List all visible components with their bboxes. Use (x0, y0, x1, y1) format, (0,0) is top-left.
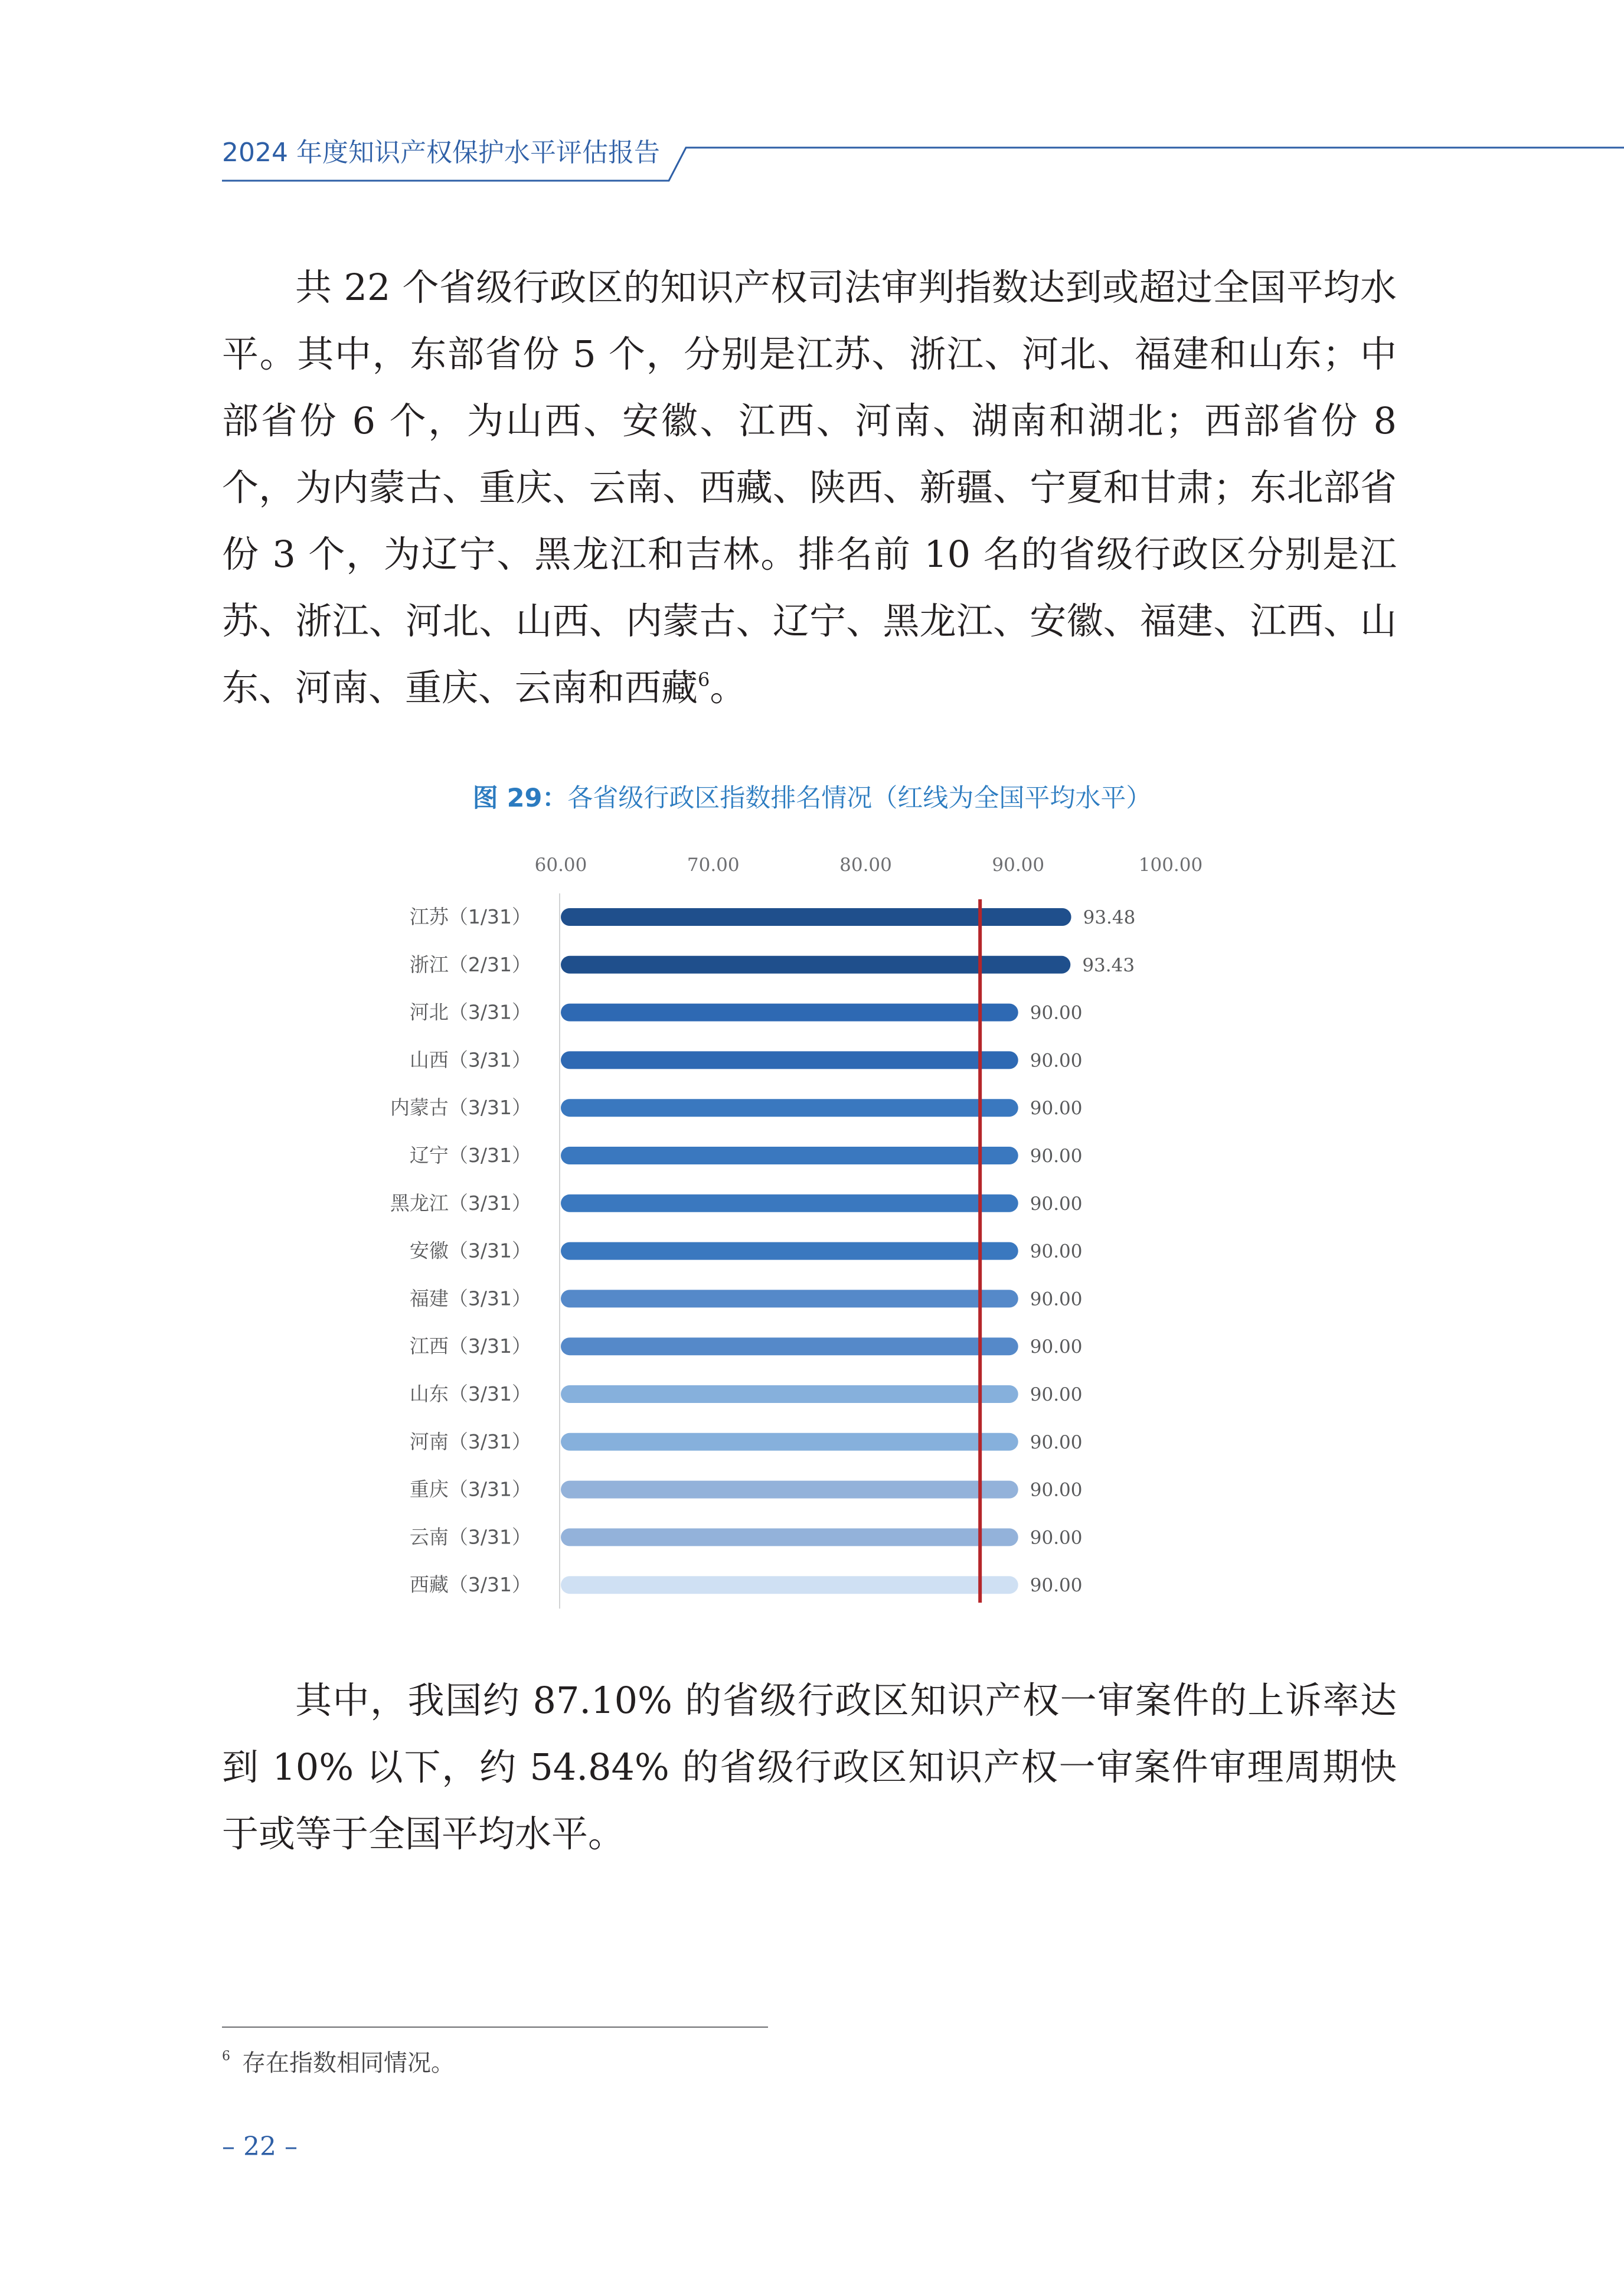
figure-caption (0, 778, 1624, 814)
bar (561, 1481, 1018, 1499)
figure-number: 图 29： (472, 784, 568, 813)
bar-value-label: 90.00 (1030, 1527, 1083, 1549)
footnote (222, 2044, 455, 2078)
category-label: 江西（3/31） (409, 1334, 531, 1358)
header-rule (0, 139, 1624, 187)
category-label: 重庆（3/31） (409, 1477, 531, 1501)
bar (561, 1290, 1018, 1307)
category-label: 安徽（3/31） (409, 1239, 531, 1262)
category-label: 河南（3/31） (409, 1430, 531, 1453)
bar (561, 956, 1070, 974)
bar (561, 1433, 1018, 1451)
figure-caption-text: 各省级行政区指数排名情况（红线为全国平均水平） (567, 784, 1152, 813)
bar-value-label: 90.00 (1030, 1479, 1083, 1501)
bar-value-label: 90.00 (1030, 1288, 1083, 1310)
x-axis-tick-label: 100.00 (1138, 854, 1203, 876)
bar (561, 1242, 1018, 1260)
bar (561, 1337, 1018, 1355)
bar (561, 1051, 1018, 1069)
category-label: 河北（3/31） (409, 1000, 531, 1024)
bar (561, 1576, 1018, 1594)
bar-value-label: 90.00 (1030, 1098, 1083, 1120)
category-label: 内蒙古（3/31） (390, 1096, 531, 1120)
bar (561, 1099, 1018, 1117)
bar (561, 1528, 1018, 1546)
category-label: 浙江（2/31） (409, 952, 531, 976)
category-label: 江苏（1/31） (409, 905, 531, 928)
bar-value-label: 90.00 (1030, 1050, 1083, 1072)
category-label: 云南（3/31） (409, 1525, 531, 1549)
x-axis-tick-label: 90.00 (992, 854, 1045, 876)
body-paragraph-1-text: 共 22 个省级行政区的知识产权司法审判指数达到或超过全国平均水平。其中，东部省份 5 个，分别是江苏、浙江、河北、福建和山东；中部省份 6 个，为山西、安徽、江西、河南、湖南和湖北；西部省份 8 个，为内蒙古、重庆、云南、西藏、陕西、新疆、宁夏和甘肃；东北部省份 3 个，为辽宁、黑龙江和吉林。排名前 10 名的省级行政区分别是江苏、浙江、河北、山西、内蒙古、辽宁、黑龙江、安徽、福建、江西、山东、河南、重庆、云南和西藏 (222, 266, 1397, 709)
footnote-divider (222, 2027, 768, 2028)
category-label: 西藏（3/31） (409, 1573, 531, 1597)
footnote-text: 存在指数相同情况。 (242, 2050, 455, 2077)
x-axis-tick-label: 70.00 (687, 854, 740, 876)
category-label: 黑龙江（3/31） (390, 1191, 531, 1215)
report-header-title: 2024 年度知识产权保护水平评估报告 (222, 138, 660, 168)
ranking-bar-chart (0, 838, 1624, 1618)
bar-value-label: 90.00 (1030, 1146, 1083, 1167)
bar-value-label: 90.00 (1030, 1384, 1083, 1405)
bar (561, 1004, 1018, 1022)
category-label: 山东（3/31） (409, 1382, 531, 1405)
footnote-reference[interactable]: 6 (698, 668, 710, 691)
bar-value-label: 93.48 (1083, 907, 1136, 928)
body-paragraph-2: 其中，我国约 87.10% 的省级行政区知识产权一审案件的上诉率达到 10% 以下，约 54.84% 的省级行政区知识产权一审案件审理周期快于或等于全国平均水平。 (222, 1679, 1397, 1855)
bar-value-label: 93.43 (1082, 954, 1135, 976)
page-number: – 22 – (222, 2132, 298, 2162)
footnote-number: 6 (222, 2049, 230, 2064)
x-axis-tick-label: 60.00 (534, 854, 587, 876)
bar-value-label: 90.00 (1030, 1002, 1083, 1024)
bar (561, 1147, 1018, 1164)
bar-value-label: 90.00 (1030, 1575, 1083, 1597)
category-label: 辽宁（3/31） (409, 1144, 531, 1167)
body-paragraph-1-end: 。 (710, 666, 747, 709)
bar-value-label: 90.00 (1030, 1336, 1083, 1358)
category-label: 山西（3/31） (409, 1048, 531, 1072)
bar-value-label: 90.00 (1030, 1431, 1083, 1453)
bar (561, 1195, 1018, 1212)
body-paragraph-1 (222, 254, 1397, 721)
bar-value-label: 90.00 (1030, 1241, 1083, 1262)
bar (561, 1385, 1018, 1403)
bar (561, 908, 1071, 926)
x-axis-tick-label: 80.00 (839, 854, 892, 876)
category-label: 福建（3/31） (409, 1287, 531, 1310)
bar-value-label: 90.00 (1030, 1193, 1083, 1215)
